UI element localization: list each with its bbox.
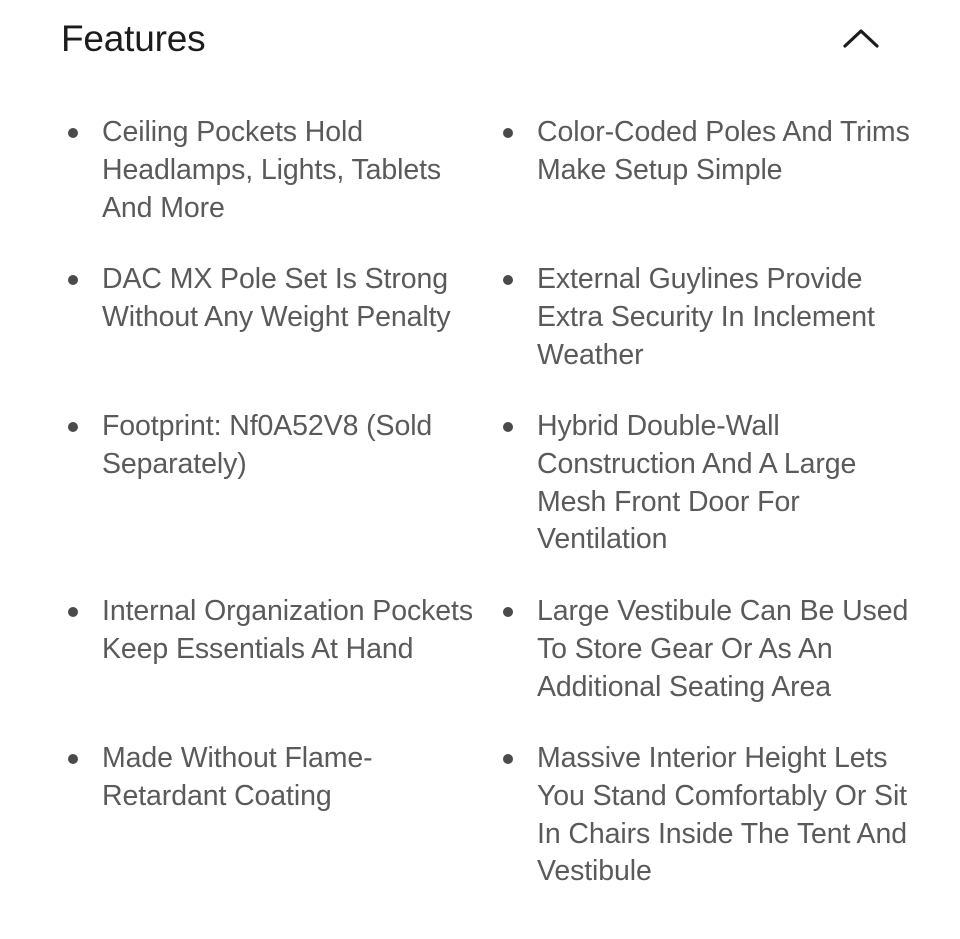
feature-text: Hybrid Double-Wall Construction And A Large Mesh Front Door For Ventilation	[537, 410, 857, 556]
feature-item	[495, 408, 930, 593]
features-list	[60, 114, 940, 890]
bullet-icon	[503, 128, 513, 138]
bullet-icon	[503, 607, 513, 617]
bullet-icon	[68, 607, 78, 617]
bullet-icon	[503, 422, 513, 432]
feature-item	[60, 408, 495, 593]
feature-item	[495, 114, 930, 261]
feature-text: Internal Organization Pockets Keep Essentials At Hand	[102, 595, 473, 665]
feature-item	[495, 740, 930, 890]
feature-item	[60, 114, 495, 261]
feature-text: Footprint: Nf0A52V8 (Sold Separately)	[102, 410, 433, 480]
feature-item	[495, 593, 930, 740]
section-title: Features	[61, 18, 206, 59]
feature-item	[60, 740, 495, 890]
feature-item	[60, 261, 495, 408]
feature-text: DAC MX Pole Set Is Strong Without Any Weight Penalty	[102, 263, 451, 333]
feature-item	[495, 261, 930, 408]
bullet-icon	[68, 128, 78, 138]
feature-text: Made Without Flame-Retardant Coating	[102, 742, 373, 812]
collapse-button[interactable]	[836, 18, 886, 58]
feature-text: Ceiling Pockets Hold Headlamps, Lights, Tablets And More	[102, 116, 442, 224]
bullet-icon	[503, 754, 513, 764]
feature-text: Large Vestibule Can Be Used To Store Gear Or As An Additional Seating Area	[537, 595, 909, 703]
bullet-icon	[68, 754, 78, 764]
chevron-up-icon	[842, 27, 880, 49]
feature-text: Massive Interior Height Lets You Stand Comfortably Or Sit In Chairs Inside The Tent And Vestibule	[537, 742, 907, 888]
feature-text: Color-Coded Poles And Trims Make Setup Simple	[537, 116, 910, 186]
feature-text: External Guylines Provide Extra Security In Inclement Weather	[537, 263, 875, 371]
bullet-icon	[503, 275, 513, 285]
bullet-icon	[68, 275, 78, 285]
feature-item	[60, 593, 495, 740]
bullet-icon	[68, 422, 78, 432]
features-header[interactable]	[0, 0, 960, 80]
